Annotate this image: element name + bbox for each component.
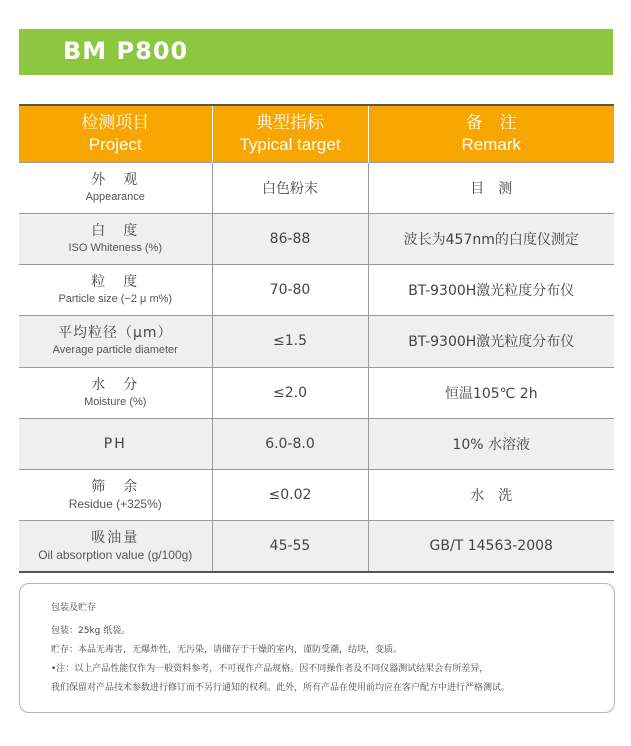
table-row xyxy=(19,418,614,469)
table-row xyxy=(19,367,614,418)
notes-box xyxy=(19,583,615,713)
cell-target: 6.0-8.0 xyxy=(212,418,368,469)
table-row xyxy=(19,265,614,316)
table-row xyxy=(19,213,614,264)
notes-title: 包装及贮存 xyxy=(51,603,97,613)
packaging-text: 包装：25kg 纸袋。 xyxy=(51,626,131,636)
cell-project: 外 观 Appearance xyxy=(19,162,212,213)
cell-remark: GB/T 14563-2008 xyxy=(368,521,614,572)
cell-project: PH xyxy=(19,418,212,469)
cell-remark: BT-9300H激光粒度分布仪 xyxy=(368,265,614,316)
cell-target: 白色粉末 xyxy=(212,162,368,213)
table-row xyxy=(19,470,614,521)
table-row xyxy=(19,521,614,572)
cell-project: 吸油量 Oil absorption value (g/100g) xyxy=(19,521,212,572)
cell-target: ≤0.02 xyxy=(212,470,368,521)
table-header-row xyxy=(19,105,614,162)
cell-target: ≤2.0 xyxy=(212,367,368,418)
spec-table xyxy=(19,104,614,573)
cell-remark: 目 测 xyxy=(368,162,614,213)
storage-text: 贮存：本品无毒害，无爆炸性，无污染，请储存于干燥的室内，谨防受潮，结块，变质。 xyxy=(51,645,403,655)
disclaimer-line-1: •注：以上产品性能仅作为一般资料参考，不可视作产品规格。因不同操作者及不同仪器测试结果会有所差异， xyxy=(51,664,489,674)
cell-target: 70-80 xyxy=(212,265,368,316)
header-typical-target: 典型指标 Typical target xyxy=(212,105,368,162)
table-row xyxy=(19,162,614,213)
cell-target: 45-55 xyxy=(212,521,368,572)
cell-project: 水 分 Moisture (%) xyxy=(19,367,212,418)
cell-project: 粒 度 Particle size (−2 μ m%) xyxy=(19,265,212,316)
header-remark: 备 注 Remark xyxy=(368,105,614,162)
cell-project: 筛 余 Residue (+325%) xyxy=(19,470,212,521)
cell-remark: 水 洗 xyxy=(368,470,614,521)
cell-remark: BT-9300H激光粒度分布仪 xyxy=(368,316,614,367)
header-project: 检测项目 Project xyxy=(19,105,212,162)
cell-remark: 恒温105℃ 2h xyxy=(368,367,614,418)
title-bar xyxy=(19,29,613,75)
cell-remark: 波长为457nm的白度仪测定 xyxy=(368,213,614,264)
cell-target: ≤1.5 xyxy=(212,316,368,367)
disclaimer-line-2: 我们保留对产品技术参数进行修订而不另行通知的权利。此外，所有产品在使用前均应在客户配方中进行严格测试。 xyxy=(51,683,511,693)
cell-project: 平均粒径（μm） Average particle diameter xyxy=(19,316,212,367)
cell-project: 白 度 ISO Whiteness (%) xyxy=(19,213,212,264)
cell-target: 86-88 xyxy=(212,213,368,264)
cell-remark: 10% 水溶液 xyxy=(368,418,614,469)
product-title: BM P800 xyxy=(63,37,189,65)
table-row xyxy=(19,316,614,367)
